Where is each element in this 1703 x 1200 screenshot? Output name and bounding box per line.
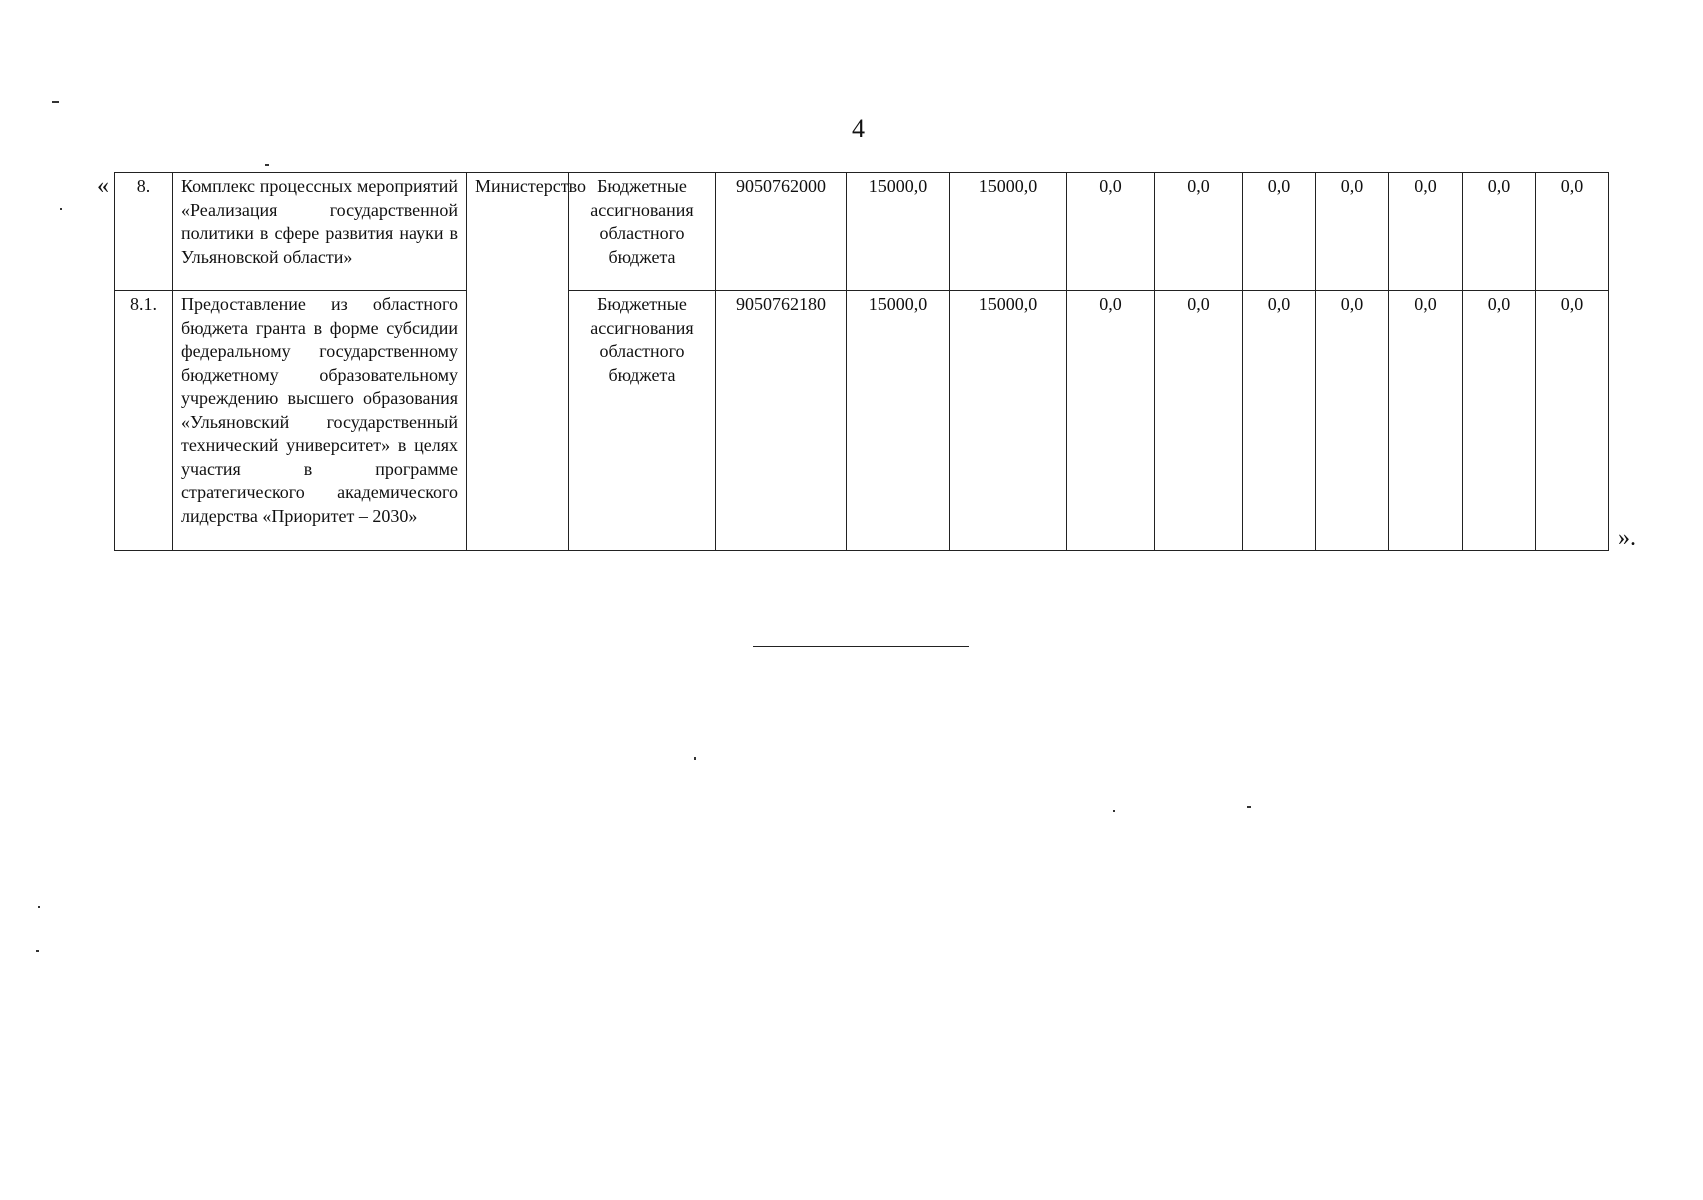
row-value: 0,0 [1536, 173, 1609, 291]
budget-table [114, 172, 1609, 551]
table-row [115, 173, 1609, 291]
scan-speck [36, 950, 39, 952]
row-value: 0,0 [1316, 291, 1389, 551]
scan-speck [60, 208, 62, 210]
scan-speck [52, 101, 59, 103]
row-value: 0,0 [1389, 173, 1463, 291]
scan-speck [1247, 806, 1251, 808]
row-value: 15000,0 [950, 173, 1067, 291]
row-value: 0,0 [1155, 291, 1243, 551]
page-number: 4 [852, 114, 865, 143]
row-value: 15000,0 [847, 173, 950, 291]
row-name: Комплекс процессных мероприятий «Реализация государственной политики в сфере развития науки в Ульяновской области» [173, 173, 467, 291]
table-row [115, 291, 1609, 551]
closing-rule [753, 646, 969, 647]
row-name: Предоставление из областного бюджета гранта в форме субсидии федеральному государственному бюджетному образовательному учреждению высшего образования «Ульяновский государственный технический университет» в целях участия в программе стратегического академического лидерства «Приоритет – 2030» [173, 291, 467, 551]
row-value: 0,0 [1243, 291, 1316, 551]
row-value: 0,0 [1243, 173, 1316, 291]
row-value: 0,0 [1067, 173, 1155, 291]
row-executor: Министерство [467, 173, 569, 551]
row-value: 0,0 [1316, 173, 1389, 291]
opening-quote: « [97, 173, 109, 199]
row-value: 15000,0 [847, 291, 950, 551]
row-value: 15000,0 [950, 291, 1067, 551]
row-source: Бюджетные ассигнования областного бюджета [569, 291, 716, 551]
closing-quote: ». [1618, 525, 1636, 551]
row-value: 0,0 [1067, 291, 1155, 551]
row-value: 0,0 [1155, 173, 1243, 291]
row-value: 0,0 [1389, 291, 1463, 551]
scan-speck [1113, 810, 1115, 812]
row-value: 0,0 [1463, 173, 1536, 291]
scan-speck [38, 906, 40, 908]
row-code: 9050762000 [716, 173, 847, 291]
scan-speck [265, 164, 269, 166]
row-number: 8. [115, 173, 173, 291]
row-value: 0,0 [1536, 291, 1609, 551]
row-number: 8.1. [115, 291, 173, 551]
scan-speck [694, 757, 696, 760]
row-value: 0,0 [1463, 291, 1536, 551]
row-source: Бюджетные ассигнования областного бюджета [569, 173, 716, 291]
row-code: 9050762180 [716, 291, 847, 551]
